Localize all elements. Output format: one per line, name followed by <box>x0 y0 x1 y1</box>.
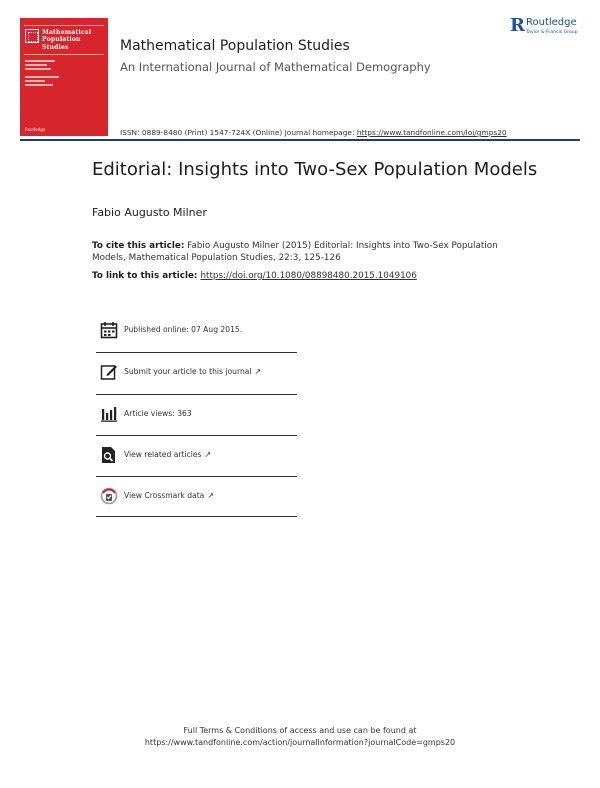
cover-text-line <box>25 76 59 78</box>
bar-chart-icon <box>100 405 118 423</box>
views-row <box>96 395 297 435</box>
related-row[interactable] <box>96 436 297 476</box>
logo-tagline: Taylor & Francis Group <box>526 30 578 35</box>
crossmark-link[interactable] <box>124 491 214 500</box>
cite-text: Fabio Augusto Milner (2015) Editorial: Insights into Two-Sex Population Models, Mathematical Population Studies, 22:3, 125-126 <box>92 241 498 263</box>
cover-text-line <box>25 68 51 70</box>
cite-label: To cite this article: <box>92 241 185 251</box>
submit-row[interactable] <box>96 353 297 393</box>
cover-text-line <box>25 64 47 66</box>
cover-emblem-icon <box>25 29 39 43</box>
submit-text: Submit your article to this journal <box>124 367 252 376</box>
views-text: Article views: 363 <box>124 409 192 418</box>
related-articles-icon <box>100 446 118 464</box>
cover-text-line <box>25 84 53 86</box>
footer-terms-link[interactable]: https://www.tandfonline.com/action/journalInformation?journalCode=gmps20 <box>144 738 456 747</box>
cover-rule <box>24 25 104 26</box>
edit-icon <box>100 363 118 381</box>
link-line <box>92 271 417 281</box>
cover-rule <box>24 54 104 55</box>
publisher-logo <box>510 16 588 42</box>
header-divider <box>20 139 580 141</box>
cover-publisher: Routledge <box>25 127 46 132</box>
doi-link[interactable]: https://doi.org/10.1080/08898480.2015.1049106 <box>200 271 417 281</box>
published-text: Published online: 07 Aug 2015. <box>124 325 243 334</box>
submit-link[interactable] <box>124 367 261 376</box>
journal-subtitle: An International Journal of Mathematical Demography <box>120 60 431 74</box>
published-row <box>96 311 297 351</box>
routledge-logo-icon: R <box>510 15 525 36</box>
crossmark-icon <box>100 487 118 505</box>
cover-text-line <box>25 80 45 82</box>
link-label: To link to this article: <box>92 271 198 281</box>
footer <box>0 725 600 749</box>
calendar-icon <box>100 321 118 339</box>
issn-line <box>120 128 507 137</box>
info-divider <box>96 516 297 517</box>
journal-cover-image <box>20 18 108 136</box>
external-link-icon: ↗ <box>254 367 262 376</box>
cover-text-line <box>25 60 55 62</box>
cover-title-line: Mathematical <box>42 29 92 36</box>
journal-homepage-link[interactable]: https://www.tandfonline.com/loi/gmps20 <box>356 128 507 137</box>
cover-title-line: Studies <box>42 43 69 51</box>
crossmark-row[interactable] <box>96 477 297 517</box>
journal-title: Mathematical Population Studies <box>120 38 350 54</box>
external-link-icon: ↗ <box>207 491 215 500</box>
cover-title <box>42 29 106 51</box>
article-author: Fabio Augusto Milner <box>92 206 207 219</box>
cover-title-line: Population <box>42 36 81 44</box>
issn-text: ISSN: 0889-8480 (Print) 1547-724X (Online) Journal homepage: <box>120 128 355 137</box>
logo-name: Routledge <box>526 17 577 28</box>
citation-block <box>92 240 502 264</box>
external-link-icon: ↗ <box>204 450 212 459</box>
related-text: View related articles <box>124 450 202 459</box>
related-link[interactable] <box>124 450 211 459</box>
article-title: Editorial: Insights into Two-Sex Population Models <box>92 159 538 180</box>
crossmark-text: View Crossmark data <box>124 491 205 500</box>
footer-text: Full Terms & Conditions of access and use can be found at <box>183 726 417 735</box>
